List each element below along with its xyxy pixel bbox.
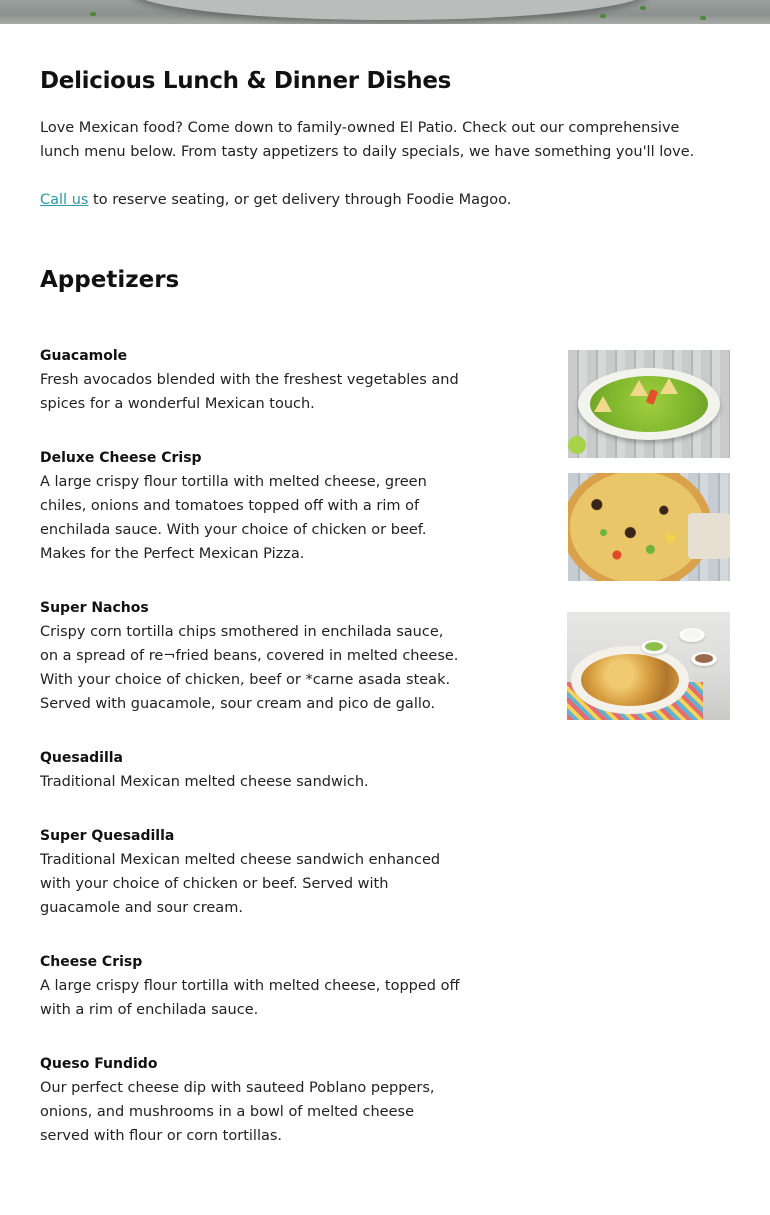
menu-item-description: A large crispy flour tortilla with melted cheese, topped off with a rim of enchilada sauce.: [40, 978, 460, 1018]
call-link-word[interactable]: Call: [40, 192, 68, 208]
menu-item-description: Traditional Mexican melted cheese sandwich.: [40, 774, 369, 790]
menu-item-description: A large crispy flour tortilla with melted cheese, green chiles, onions and tomatoes topped off with a rim of enchilada sauce. With your choice of chicken or beef. Makes for the Perfect Mexican Pizza.: [40, 474, 427, 562]
menu-item-name: Super Nachos: [40, 600, 149, 616]
beans-bowl: [691, 652, 717, 666]
nachos-photo: [567, 612, 730, 720]
menu-item-description: Crispy corn tortilla chips smothered in enchilada sauce, on a spread of re¬fried beans, covered in melted cheese. With your choice of chicken, beef or *carne asada steak. Served with guacamole, sour cream and pico de gallo.: [40, 624, 459, 712]
reservation-callout: [40, 188, 511, 212]
menu-item-name: Deluxe Cheese Crisp: [40, 450, 202, 466]
guacamole-photo: [568, 350, 730, 458]
menu-item: [40, 1052, 460, 1148]
menu-item-name: Guacamole: [40, 348, 128, 364]
menu-item-description: Fresh avocados blended with the freshest vegetables and spices for a wonderful Mexican touch.: [40, 372, 459, 412]
callout-text: to reserve seating, or get delivery through Foodie Magoo.: [93, 192, 512, 208]
menu-item-name: Super Quesadilla: [40, 828, 175, 844]
page-title: Delicious Lunch & Dinner Dishes: [40, 68, 452, 94]
menu-item: [40, 824, 460, 920]
tortilla-chip: [660, 378, 678, 394]
hero-garnish: [600, 14, 606, 18]
intro-paragraph: Love Mexican food? Come down to family-owned El Patio. Check out our comprehensive lunch menu below. From tasty appetizers to daily specials, we have something you'll love.: [40, 120, 695, 160]
tortilla-chip: [594, 396, 612, 412]
menu-item-description: Our perfect cheese dip with sauteed Poblano peppers, onions, and mushrooms in a bowl of melted cheese served with flour or corn tortillas.: [40, 1080, 435, 1144]
hero-image: [0, 0, 770, 24]
menu-item: [40, 344, 460, 416]
menu-item: [40, 446, 460, 566]
menu-item-description: Traditional Mexican melted cheese sandwich enhanced with your choice of chicken or beef. Served with guacamole and sour cream.: [40, 852, 441, 916]
nacho-pile: [581, 654, 679, 706]
call-us-link[interactable]: [40, 192, 88, 208]
hero-garnish: [90, 12, 96, 16]
menu-item: [40, 596, 460, 716]
menu-item-name: Cheese Crisp: [40, 954, 143, 970]
pizza-slice: [688, 513, 730, 559]
us-link-word[interactable]: us: [71, 192, 89, 208]
section-heading-appetizers: Appetizers: [40, 267, 180, 293]
lime-wedge: [568, 436, 586, 454]
guacamole-bowl: [641, 640, 667, 654]
menu-item: [40, 746, 460, 794]
menu-item-name: Quesadilla: [40, 750, 124, 766]
hero-garnish: [700, 16, 706, 20]
hero-plate: [130, 0, 650, 20]
menu-item-name: Queso Fundido: [40, 1056, 158, 1072]
cheese-crisp-photo: [568, 473, 730, 581]
menu-item: [40, 950, 460, 1022]
sour-cream-bowl: [679, 628, 705, 642]
pizza-toppings: [570, 473, 704, 581]
tortilla-chip: [630, 380, 648, 396]
hero-garnish: [640, 6, 646, 10]
